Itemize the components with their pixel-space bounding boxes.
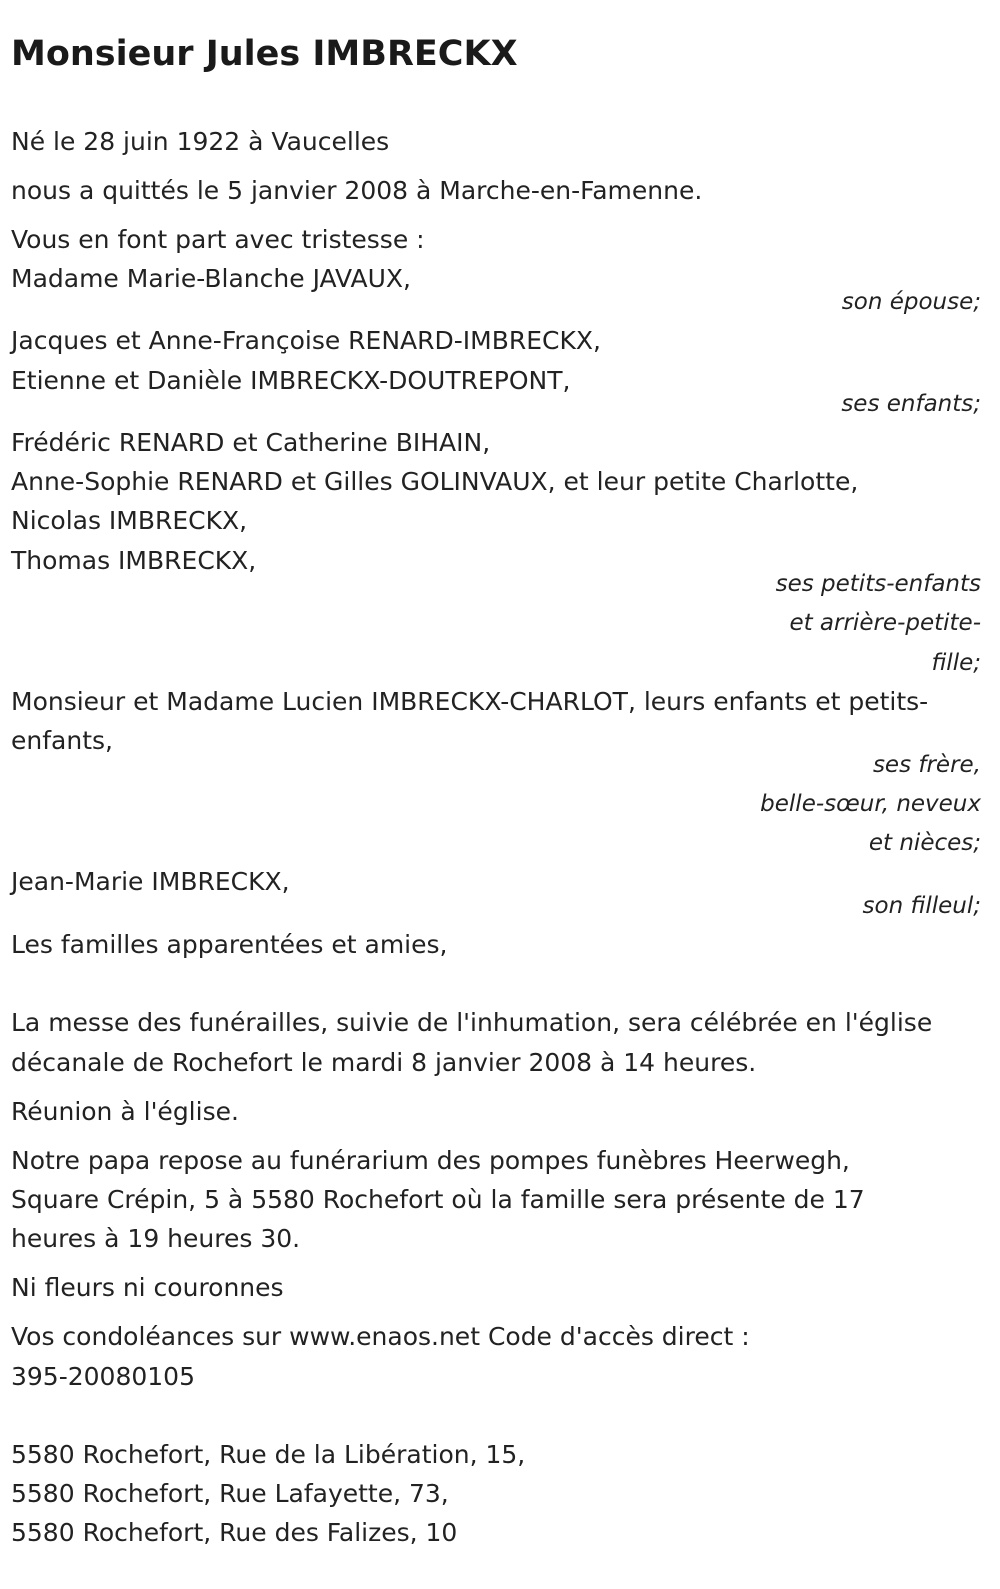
condolences-code: 395-20080105 <box>11 1362 195 1391</box>
child-name: Etienne et Danièle IMBRECKX-DOUTREPONT, <box>11 366 571 395</box>
godson-name: Jean-Marie IMBRECKX, <box>11 867 290 896</box>
grandchild-name: Thomas IMBRECKX, <box>11 546 257 575</box>
child-name: Jacques et Anne-Françoise RENARD-IMBRECKX, <box>11 326 601 355</box>
spouse-role: son épouse; <box>841 289 981 315</box>
birth-line: Né le 28 juin 1922 à Vaucelles <box>11 127 390 156</box>
grandchild-name: Nicolas IMBRECKX, <box>11 506 248 535</box>
grandchildren-role: fille; <box>931 650 981 676</box>
flowers-line: Ni fleurs ni couronnes <box>11 1273 284 1302</box>
page-title: Monsieur Jules IMBRECKX <box>11 34 518 74</box>
address-line: 5580 Rochefort, Rue Lafayette, 73, <box>11 1479 449 1508</box>
spouse-name: Madame Marie-Blanche JAVAUX, <box>11 264 411 293</box>
sibling-name: enfants, <box>11 726 113 755</box>
mass-line: La messe des funérailles, suivie de l'inhumation, sera célébrée en l'église <box>11 1008 933 1037</box>
grandchild-name: Frédéric RENARD et Catherine BIHAIN, <box>11 428 491 457</box>
siblings-role: ses frère, <box>872 752 981 778</box>
announce-line: Vous en font part avec tristesse : <box>11 225 425 254</box>
rest-line: heures à 19 heures 30. <box>11 1224 301 1253</box>
grandchild-name: Anne-Sophie RENARD et Gilles GOLINVAUX, et leur petite Charlotte, <box>11 467 859 496</box>
sibling-name: Monsieur et Madame Lucien IMBRECKX-CHARLOT, leurs enfants et petits- <box>11 687 929 716</box>
rest-line: Square Crépin, 5 à 5580 Rochefort où la famille sera présente de 17 <box>11 1185 865 1214</box>
death-line: nous a quittés le 5 janvier 2008 à Marche-en-Famenne. <box>11 176 703 205</box>
siblings-role: belle-sœur, neveux <box>760 791 981 817</box>
siblings-role: et nièces; <box>868 830 981 856</box>
rest-line: Notre papa repose au funérarium des pompes funèbres Heerwegh, <box>11 1146 850 1175</box>
condolences-line: Vos condoléances sur www.enaos.net Code d'accès direct : <box>11 1322 750 1351</box>
meeting-line: Réunion à l'église. <box>11 1097 239 1126</box>
relatives-line: Les familles apparentées et amies, <box>11 930 448 959</box>
children-role: ses enfants; <box>841 391 981 417</box>
address-line: 5580 Rochefort, Rue de la Libération, 15, <box>11 1440 526 1469</box>
mass-line: décanale de Rochefort le mardi 8 janvier 2008 à 14 heures. <box>11 1048 757 1077</box>
address-line: 5580 Rochefort, Rue des Falizes, 10 <box>11 1518 458 1547</box>
grandchildren-role: et arrière-petite- <box>789 610 981 636</box>
godson-role: son filleul; <box>862 893 981 919</box>
grandchildren-role: ses petits-enfants <box>775 571 981 597</box>
